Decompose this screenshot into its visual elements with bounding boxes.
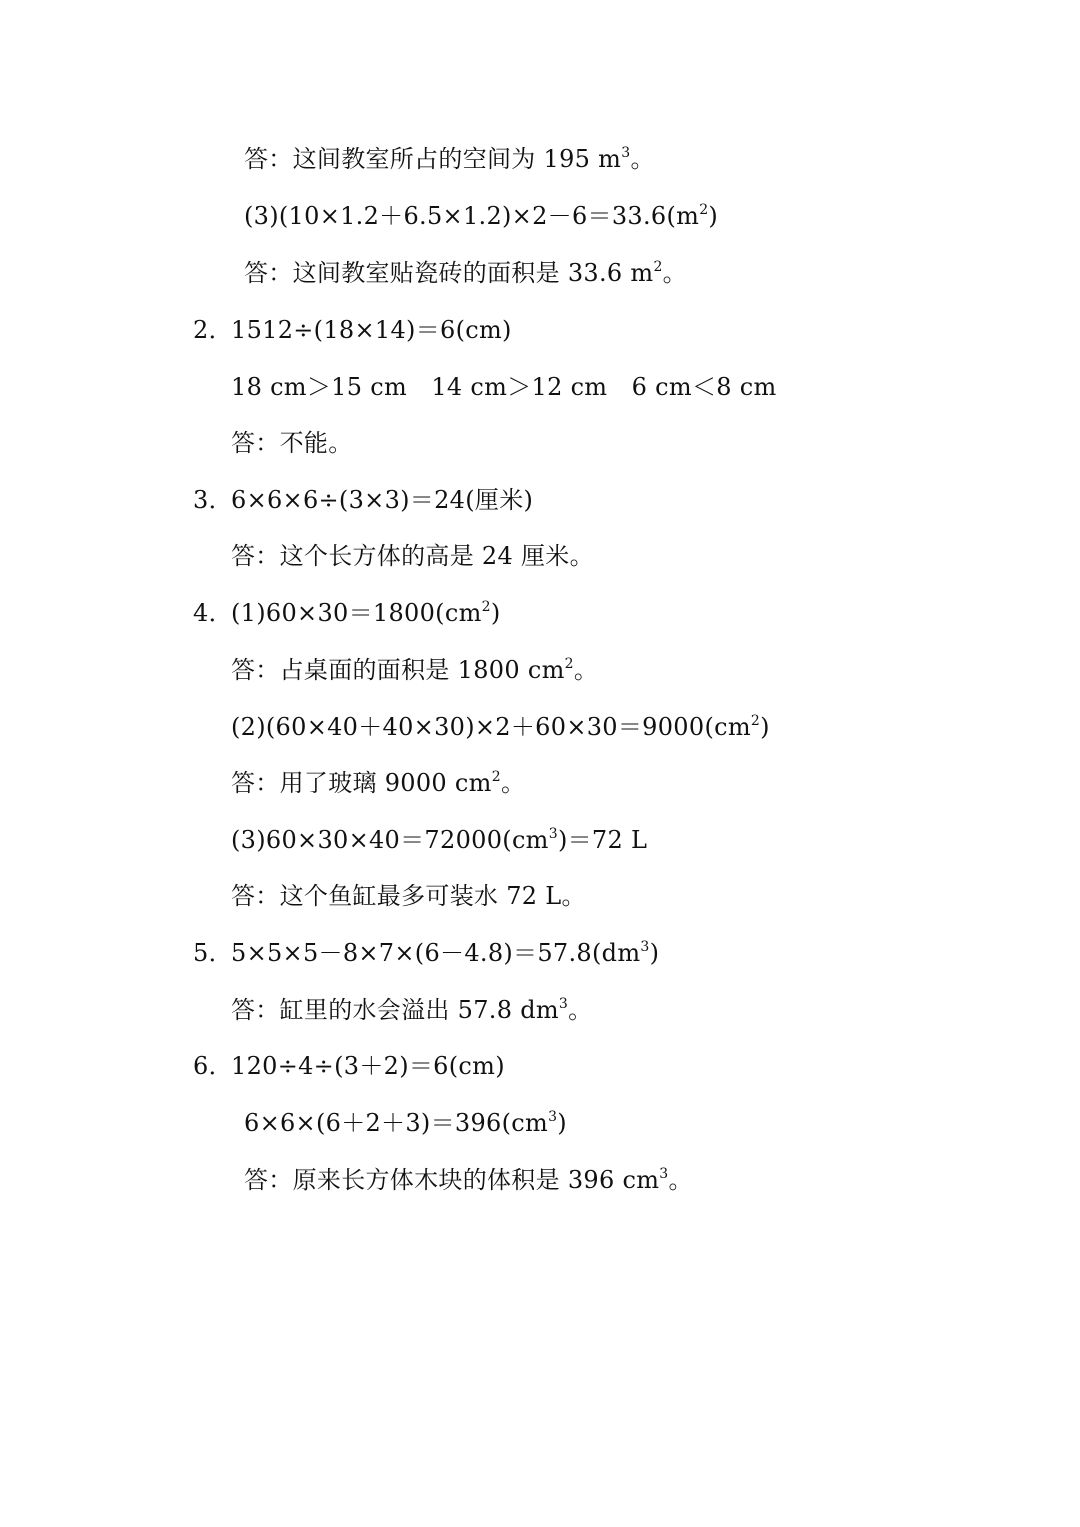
question-6-calc: 6．120÷4÷(3＋2)＝6(cm) bbox=[193, 1052, 505, 1080]
calc-line-11: $(2)(60\times 40+40\times 30)\times 2+60\times 30=9000(cm^2)$ bbox=[231, 713, 770, 741]
answer-line-1: 答：这间教室所占的空间为 195 $m^3$。 bbox=[244, 145, 655, 173]
question-4-calc: 4．$(1)60\times 30=1800(cm^2)$ bbox=[193, 599, 501, 627]
answer-line-19: 答：原来长方体木块的体积是 396 $cm^3$。 bbox=[244, 1166, 693, 1194]
answer-line-3: 答：这间教室贴瓷砖的面积是 33.6 $m^2$。 bbox=[244, 259, 687, 287]
question-number: 3． bbox=[193, 486, 233, 514]
calc-line-13: $(3)60\times 30\times 40=72000(cm^3)=72$ L bbox=[231, 826, 648, 854]
question-number: 6． bbox=[193, 1052, 233, 1080]
question-3-calc: 3．6×6×6÷(3×3)＝24(厘米) bbox=[193, 486, 534, 514]
comparison-line: 18 cm＞15 cm 14 cm＞12 cm 6 cm＜8 cm bbox=[231, 373, 777, 401]
answer-line-14: 答：这个鱼缸最多可装水 72 L。 bbox=[231, 882, 586, 910]
answer-line-16: 答：缸里的水会溢出 57.8 $dm^3$。 bbox=[231, 996, 593, 1024]
calc-line-2: $(3)(10\times 1.2+6.5\times 1.2)\times 2-6=33.6(m^2)$ bbox=[244, 202, 719, 230]
question-number: 2． bbox=[193, 316, 233, 344]
question-number: 5． bbox=[193, 939, 233, 967]
answer-line-6: 答：不能。 bbox=[231, 429, 353, 457]
question-5-calc: 5．$5\times 5\times 5-8\times 7\times(6-4.8)=57.8(dm^3)$ bbox=[193, 939, 660, 967]
answer-line-10: 答：占桌面的面积是 1800 $cm^2$。 bbox=[231, 656, 599, 684]
answer-line-8: 答：这个长方体的高是 24 厘米。 bbox=[231, 542, 594, 570]
calc-line-18: $6\times 6\times(6+2+3)=396(cm^3)$ bbox=[244, 1109, 567, 1137]
question-2-calc: 2．1512÷(18×14)＝6(cm) bbox=[193, 316, 512, 344]
question-number: 4． bbox=[193, 599, 233, 627]
answer-line-12: 答：用了玻璃 9000 $cm^2$。 bbox=[231, 769, 526, 797]
